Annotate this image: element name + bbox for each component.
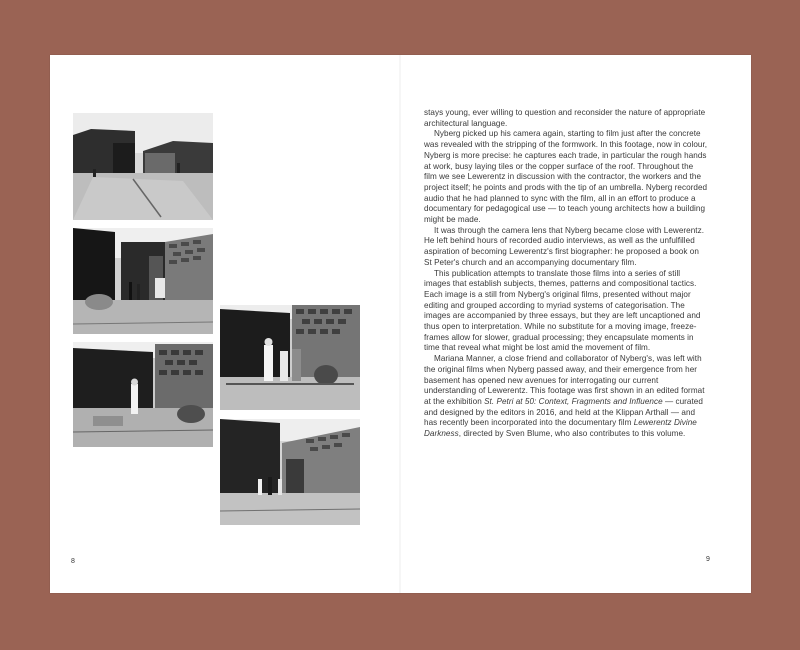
exhibition-title: St. Petri at 50: Context, Fragments and Influence [484,396,663,406]
paragraph-4: This publication attempts to translate those films into a series of still images that establish subjects, themes, patterns and compositional tactics. Each image is a still from Nyberg's original films, presented without major editing and grouped according to myriad systems of categorisation. The images are accompanied by three essays, but they are left uncaptioned and thus open to interpretation. While no substitute for a moving image, freeze-frames allow for slower, gradual processing; they encapsulate moments in time that reveal what might be lost amid the movement of film. [424,268,701,353]
body-text-column [424,108,708,440]
photo-construction-site-3 [73,342,213,447]
photo-construction-site-4 [220,305,360,410]
paragraph-1: stays young, ever willing to question and reconsider the nature of appropriate architectural language. [424,108,706,128]
paragraph-5-text-b: — curated and designed by the editors in 2016, and held at the Klippan Arthall — and has recently been incorporated into the documentary film [424,396,703,428]
book-spread [50,55,751,593]
page-number-right: 9 [706,556,710,563]
film-title: Lewerentz Divine Darkness [424,418,697,439]
paragraph-5 [424,354,708,440]
photo-construction-site-2 [73,228,213,334]
photo-construction-site-1 [73,113,213,220]
photo-construction-site-5 [220,419,360,525]
page-gutter [399,55,401,593]
page-number-left: 8 [71,558,75,565]
paragraph-5-text-c: , directed by Sven Blume, who also contributes to this volume. [458,429,686,439]
paragraph-3: It was through the camera lens that Nyberg became close with Lewerentz. He left behind hours of recorded audio interviews, as well as the unfulfilled aspiration of becoming Lewerentz's first biographer: he proposed a book on St Peter's church and an accompanying documentary film. [424,225,705,267]
paragraph-2: Nyberg picked up his camera again, starting to film just after the concrete was revealed with the stripping of the formwork. In this footage, now in colour, Nyberg is more precise: he captures each trade, in particular the rough hands at work, busy laying tiles or the copper surface of the roof. Throughout the film we see Lewerentz in discussion with the contractor, the workers and the project itself; he points and prods with the tip of an umbrella. Nyberg recorded audio that he had planned to sync with the film, all in an effort to produce a documentary for pedagogical use — to teach young architects how a building might be made. [424,129,708,225]
paragraph-5-text-a: Mariana Manner, a close friend and collaborator of Nyberg's, was left with the original films when Nyberg passed away, and their emergence from her basement has opened new avenues for interrogating our current understanding of Lewerentz. This footage was first shown in an edited format at the exhibition [424,354,705,406]
